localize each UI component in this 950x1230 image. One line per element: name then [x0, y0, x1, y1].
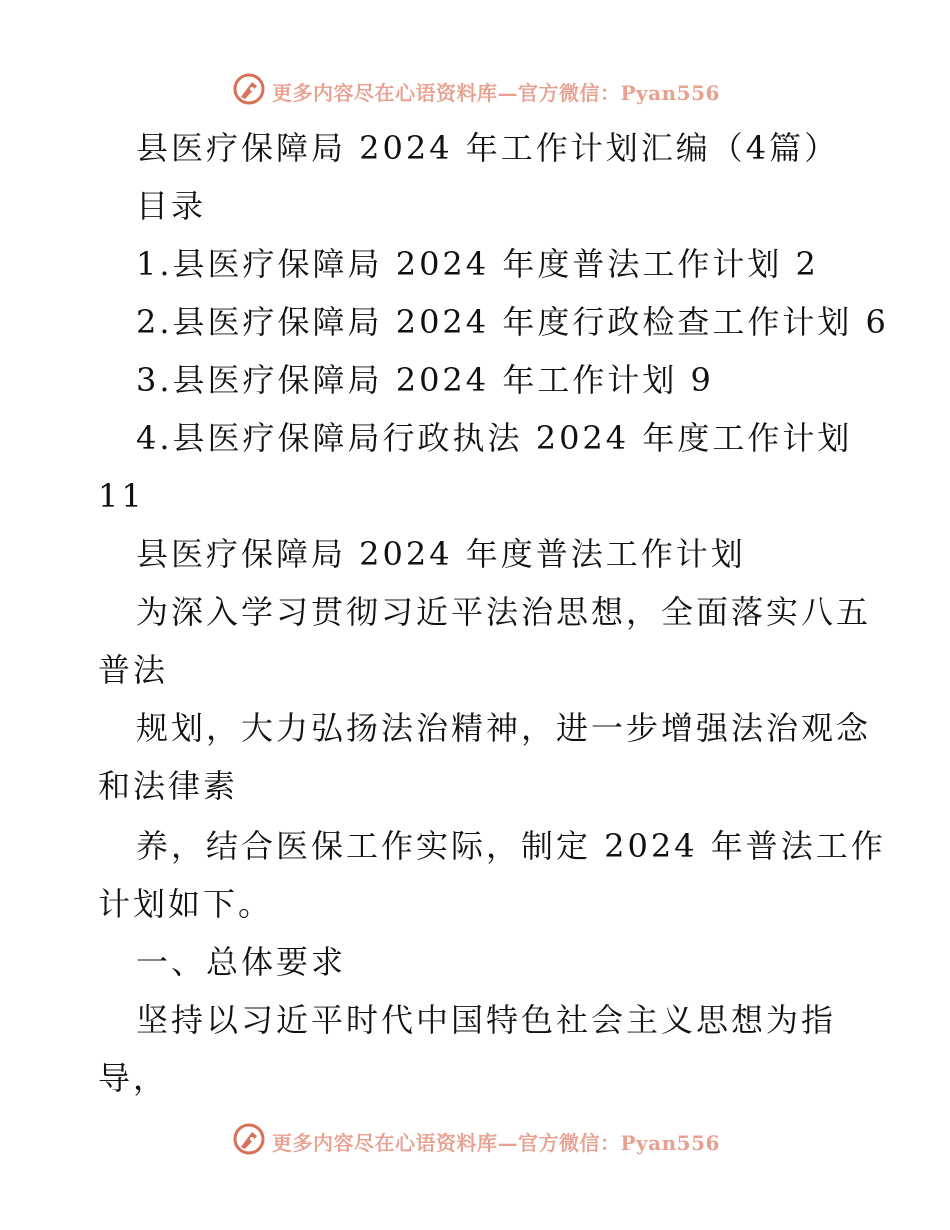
toc-item: 3.县医疗保障局 2024 年工作计划 9 — [136, 361, 714, 399]
watermark-text: 更多内容尽在心语资料库—官方微信：Pyan556 — [272, 1131, 720, 1155]
subsection-heading: 一、总体要求 — [136, 943, 347, 981]
pen-nib-circle-icon — [232, 1122, 266, 1156]
document-title: 县医疗保障局 2024 年工作计划汇编（4篇） — [136, 129, 840, 167]
toc-item: 4.县医疗保障局行政执法 2024 年度工作计划 — [136, 419, 853, 457]
paragraph-line: 和法律素 — [98, 767, 239, 805]
paragraph-line: 规划，大力弘扬法治精神，进一步增强法治观念 — [136, 709, 872, 747]
toc-item: 2.县医疗保障局 2024 年度行政检查工作计划 6 — [136, 303, 889, 341]
paragraph-line: 普法 — [98, 651, 169, 689]
toc-item-page-number: 11 — [98, 477, 145, 515]
pen-nib-circle-icon — [232, 72, 266, 106]
watermark-banner-top — [0, 70, 950, 110]
paragraph-line: 计划如下。 — [98, 885, 274, 923]
toc-heading: 目录 — [136, 187, 207, 225]
watermark-text: 更多内容尽在心语资料库—官方微信：Pyan556 — [272, 81, 720, 105]
paragraph-line: 为深入学习贯彻习近平法治思想，全面落实八五 — [136, 593, 872, 631]
paragraph-line: 导， — [98, 1059, 169, 1097]
watermark-banner-bottom — [0, 1120, 950, 1160]
paragraph-line: 养，结合医保工作实际，制定 2024 年普法工作 — [136, 827, 886, 865]
toc-item: 1.县医疗保障局 2024 年度普法工作计划 2 — [136, 245, 819, 283]
section-title: 县医疗保障局 2024 年度普法工作计划 — [136, 535, 746, 573]
paragraph-line: 坚持以习近平时代中国特色社会主义思想为指 — [136, 1001, 837, 1039]
